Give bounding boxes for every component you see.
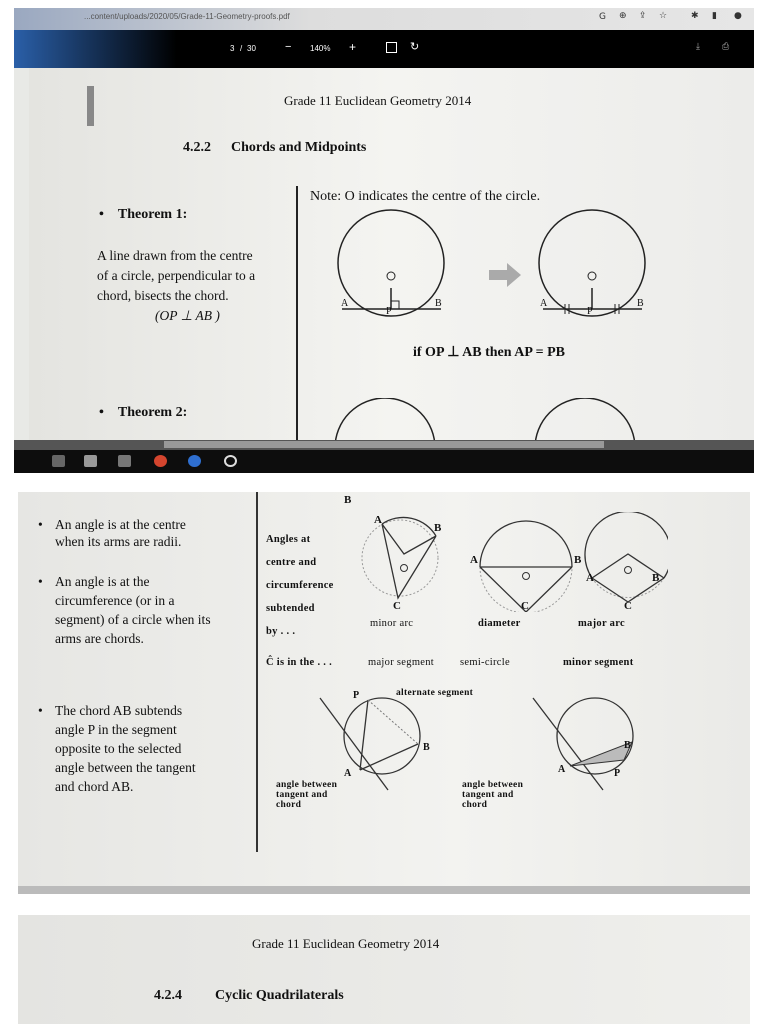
fit-page-icon[interactable] bbox=[386, 42, 397, 53]
arrow-right-icon bbox=[489, 263, 521, 287]
label-b: B bbox=[423, 742, 430, 753]
centre-mark bbox=[387, 272, 395, 280]
label-b: B bbox=[637, 298, 644, 309]
text-line: by . . . bbox=[266, 626, 296, 637]
label-a: A bbox=[540, 298, 548, 309]
text-line: segment) of a circle when its bbox=[55, 612, 211, 627]
label-b: B bbox=[574, 554, 582, 566]
diagram-major-arc bbox=[585, 512, 668, 602]
bookmark-star-icon[interactable]: ☆ bbox=[659, 11, 668, 21]
page-total: 30 bbox=[247, 44, 256, 53]
label-c: C bbox=[393, 600, 401, 612]
pdf-page-photo-3 bbox=[18, 915, 750, 1024]
seg-semicircle: semi-circle bbox=[460, 657, 510, 668]
text-line: and chord AB. bbox=[55, 779, 134, 794]
url-text: ...content/uploads/2020/05/Grade-11-Geometry-proofs.pdf bbox=[84, 12, 290, 21]
text-line: Angles at bbox=[266, 534, 311, 545]
theorem-1-label: Theorem 1: bbox=[117, 207, 188, 222]
share-icon[interactable]: ⇪ bbox=[639, 11, 647, 21]
seg-minor: minor segment bbox=[563, 657, 634, 668]
label-p: P bbox=[386, 306, 392, 317]
label-b: B bbox=[652, 572, 660, 584]
text-line: subtended bbox=[266, 603, 315, 614]
label-a: A bbox=[558, 764, 566, 775]
text-line: chord bbox=[462, 800, 488, 810]
text-line: when its arms are radii. bbox=[55, 534, 182, 549]
centre-mark bbox=[588, 272, 596, 280]
vertical-scrollbar[interactable] bbox=[87, 86, 94, 126]
diagram-diameter bbox=[480, 521, 572, 612]
taskbar-app-icon[interactable] bbox=[188, 455, 201, 467]
table-row-label bbox=[266, 528, 334, 643]
page-header: Grade 11 Euclidean Geometry 2014 bbox=[284, 93, 472, 108]
diagram-minor-arc bbox=[362, 517, 438, 598]
taskbar bbox=[14, 450, 754, 473]
address-bar[interactable] bbox=[14, 8, 754, 30]
tangent-angle-label bbox=[462, 780, 523, 810]
text-line: An angle is at the centre bbox=[55, 517, 186, 532]
theorem-1-condition: (OP ⊥ AB ) bbox=[155, 308, 220, 323]
col-major-arc: major arc bbox=[578, 618, 625, 629]
zoom-in-button[interactable]: + bbox=[349, 40, 357, 54]
conclusion: if OP ⊥ AB then AP = PB bbox=[413, 345, 566, 360]
mail-icon[interactable] bbox=[84, 455, 97, 467]
theorem-2-label: Theorem 2: bbox=[117, 405, 188, 420]
label-a: A bbox=[374, 514, 382, 526]
extensions-icon[interactable]: ✱ bbox=[691, 11, 699, 21]
label-c: C bbox=[521, 600, 529, 612]
label-p: P bbox=[614, 768, 621, 779]
google-icon[interactable]: G bbox=[599, 12, 606, 22]
taskbar-app-icon[interactable] bbox=[118, 455, 131, 467]
diagram-tangent-left bbox=[320, 698, 420, 790]
divider bbox=[296, 186, 298, 448]
label-p: P bbox=[353, 690, 360, 701]
label-b: B bbox=[344, 494, 352, 506]
text-line: tangent and bbox=[462, 790, 514, 800]
text-line: arms are chords. bbox=[55, 631, 144, 646]
page-current[interactable]: 3 bbox=[230, 44, 235, 53]
theorem-1-diagram bbox=[329, 208, 669, 328]
right-angle-mark bbox=[391, 301, 399, 309]
col-minor-arc: minor arc bbox=[370, 618, 414, 629]
download-icon[interactable]: ⤓ bbox=[696, 42, 700, 52]
chrome-icon[interactable] bbox=[154, 455, 167, 467]
section-title: Cyclic Quadrilaterals bbox=[215, 988, 344, 1003]
text-line: opposite to the selected bbox=[55, 741, 182, 756]
text-line: chord bbox=[276, 800, 302, 810]
bullet-tangent-chord: • The chord AB subtends angle P in the segment opposite to the selected angle between the tangent and chord AB. bbox=[38, 703, 196, 794]
bullet-circumference-angle: • An angle is at the circumference (or in a segment) of a circle when its arms are chords. bbox=[38, 574, 211, 646]
rotate-icon[interactable]: ↻ bbox=[410, 40, 420, 53]
text-line: angle between bbox=[276, 780, 338, 790]
horizontal-scrollbar[interactable] bbox=[18, 886, 750, 894]
col-diameter: diameter bbox=[478, 618, 521, 629]
taskbar-app-icon[interactable] bbox=[224, 455, 237, 467]
pdf-page-photo-2 bbox=[18, 492, 750, 894]
text-line: angle between the tangent bbox=[55, 760, 196, 775]
zoom-level: 140% bbox=[310, 44, 331, 53]
label-a: A bbox=[341, 298, 349, 309]
section-number: 4.2.2 bbox=[183, 140, 211, 155]
label-b: B bbox=[434, 522, 442, 534]
zoom-icon[interactable]: ⊕ bbox=[619, 11, 627, 21]
alternate-segment-label: alternate segment bbox=[396, 688, 474, 698]
label-a: A bbox=[344, 768, 352, 779]
page-sep: / bbox=[240, 44, 243, 53]
c-segment-label: Ĉ is in the . . . bbox=[266, 657, 333, 668]
text-line: angle P in the segment bbox=[55, 722, 177, 737]
label-b: B bbox=[624, 740, 631, 751]
divider bbox=[256, 492, 258, 852]
text-line: A line drawn from the centre bbox=[97, 248, 253, 263]
text-line: angle between bbox=[462, 780, 524, 790]
theorem-1-text bbox=[97, 246, 255, 326]
text-line: circumference bbox=[266, 580, 334, 591]
print-icon[interactable]: ⎙ bbox=[722, 42, 730, 52]
angle-diagrams bbox=[348, 512, 668, 612]
sidepanel-icon[interactable]: ▮ bbox=[712, 11, 717, 21]
label-a: A bbox=[586, 572, 594, 584]
label-p: P bbox=[587, 306, 593, 317]
scrollbar-thumb[interactable] bbox=[164, 441, 604, 448]
profile-icon[interactable]: ● bbox=[734, 11, 742, 21]
tangent-angle-label bbox=[276, 780, 337, 810]
section-title: Chords and Midpoints bbox=[231, 140, 367, 155]
label-a: A bbox=[470, 554, 478, 566]
pdf-viewer-photo-1 bbox=[14, 8, 754, 473]
text-line: centre and bbox=[266, 557, 317, 568]
taskbar-app-icon[interactable] bbox=[52, 455, 65, 467]
note: Note: O indicates the centre of the circle. bbox=[310, 189, 541, 204]
label-c: C bbox=[624, 600, 632, 612]
bullet-centre-angle: • An angle is at the centre when its arms are radii. bbox=[38, 517, 186, 549]
text-line: tangent and bbox=[276, 790, 328, 800]
page-header: Grade 11 Euclidean Geometry 2014 bbox=[252, 936, 440, 951]
seg-major: major segment bbox=[368, 657, 435, 668]
zoom-out-button[interactable]: − bbox=[285, 41, 292, 53]
theorem-2-title: • Theorem 2: bbox=[99, 405, 188, 420]
theorem-1-title: • Theorem 1: bbox=[99, 207, 188, 222]
text-line: The chord AB subtends bbox=[55, 703, 183, 718]
text-line: chord, bisects the chord. bbox=[97, 288, 229, 303]
pdf-toolbar bbox=[14, 30, 754, 68]
section-number: 4.2.4 bbox=[154, 988, 182, 1003]
text-line: circumference (or in a bbox=[55, 593, 175, 608]
pdf-page-3 bbox=[29, 68, 754, 446]
text-line: An angle is at the bbox=[55, 574, 150, 589]
text-line: of a circle, perpendicular to a bbox=[97, 268, 256, 283]
label-b: B bbox=[435, 298, 442, 309]
